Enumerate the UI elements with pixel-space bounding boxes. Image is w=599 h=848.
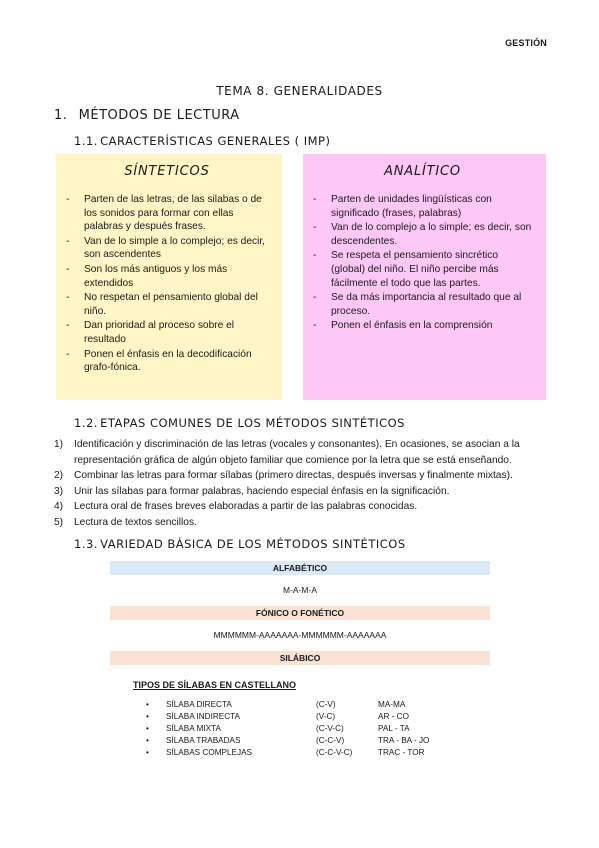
- section-1-2-heading: [74, 416, 405, 430]
- alfabetico-example: M-A-M-A: [283, 585, 317, 595]
- list-item: 1) Identificación y discriminación de las letras (vocales y consonantes). En ocasiones, se asocian a la representación gráfica de algún objeto familiar que comience por la letra que se está enseñando.: [54, 439, 520, 466]
- analitico-title: ANALÍTICO: [384, 164, 461, 179]
- silaba-pattern: (C-C-V-C): [316, 748, 353, 757]
- analitico-list: [313, 193, 532, 333]
- section-1-1-title: CARACTERÍSTICAS GENERALES ( IMP): [100, 134, 331, 148]
- section-1-3-number: 1.3.: [74, 537, 98, 551]
- silaba-name: SÍLABA INDIRECTA: [166, 712, 241, 721]
- list-item: - Se respeta el pensamiento sincrético (global) del niño. El niño percibe más fácilmente el todo que las partes.: [313, 250, 499, 289]
- list-item: - Ponen el énfasis en la comprensión: [313, 320, 493, 332]
- list-item: 5) Lectura de textos sencillos.: [54, 516, 197, 528]
- silaba-name: SÍLABA MIXTA: [166, 724, 221, 733]
- silaba-name: SÍLABA TRABADAS: [166, 736, 241, 745]
- fonico-bar: FÓNICO O FONÉTICO: [110, 606, 490, 620]
- bullet: •: [146, 700, 149, 709]
- list-item: - Van de lo simple a lo complejo; es decir, son ascendentes: [66, 235, 266, 261]
- list-item: 4) Lectura oral de frases breves elaboradas a partir de las palabras conocidas.: [54, 501, 418, 512]
- section-1-3-heading: [74, 537, 406, 551]
- list-item: - Dan prioridad al proceso sobre el resultado: [66, 320, 235, 345]
- list-item: - Parten de las letras, de las silabas o de los sonidos para formar con ellas palabras y después frases.: [66, 194, 262, 233]
- silaba-example: AR - CO: [378, 712, 409, 721]
- alfabetico-bar: ALFABÉTICO: [110, 561, 490, 575]
- bullet: •: [146, 736, 149, 745]
- section-1-1-heading: [74, 134, 330, 148]
- header-tag: GESTIÓN: [505, 38, 547, 48]
- silaba-pattern: (V-C): [316, 712, 336, 721]
- silaba-example: MA-MA: [378, 700, 406, 709]
- sinteticos-box: [56, 154, 282, 400]
- list-item: 3) Unir las sílabas para formar palabras, haciendo especial énfasis en la significación.: [54, 485, 450, 497]
- section-1-2-title: ETAPAS COMUNES DE LOS MÉTODOS SINTÉTICOS: [100, 416, 405, 430]
- silaba-example: PAL - TA: [378, 724, 410, 733]
- list-item: - Son los más antiguos y los más extendidos: [66, 263, 228, 289]
- tipos-silabas-title: TIPOS DE SÍLABAS EN CASTELLANO: [133, 680, 297, 690]
- fonico-example: MMMMMM-AAAAAAA-MMMMMM-AAAAAAA: [213, 630, 387, 640]
- section-1-1-number: 1.1.: [74, 134, 98, 148]
- list-item: 2) Combinar las letras para formar sílabas (primero directas, después inversas y finalmente mixtas).: [54, 470, 513, 481]
- list-item: - Van de lo complejo a lo simple; es decir, son descendentes.: [313, 222, 532, 247]
- tema-title: TEMA 8. GENERALIDADES: [216, 84, 383, 98]
- silaba-example: TRAC - TOR: [378, 748, 425, 757]
- list-item: - Ponen el énfasis en la decodificación grafo-fónica.: [66, 348, 252, 374]
- list-item: - Se da más importancia al resultado que al proceso.: [313, 292, 522, 317]
- analitico-box: [303, 154, 546, 400]
- etapas-list: [54, 437, 550, 530]
- section-1-3-title: VARIEDAD BÁSICA DE LOS MÉTODOS SINTÉTICOS: [100, 537, 406, 551]
- sinteticos-title: SÍNTETICOS: [124, 164, 210, 179]
- silaba-pattern: (C-V): [316, 700, 336, 709]
- section-1-number: 1.: [54, 108, 68, 123]
- sinteticos-list: [66, 193, 268, 375]
- bullet: •: [146, 712, 149, 721]
- bullet: •: [146, 748, 149, 757]
- list-item: - No respetan el pensamiento global del niño.: [66, 292, 258, 317]
- silaba-example: TRA - BA - JO: [378, 736, 430, 745]
- silaba-pattern: (C-C-V): [316, 736, 345, 745]
- silaba-name: SÍLABA DIRECTA: [166, 700, 232, 709]
- section-1-2-number: 1.2.: [74, 416, 98, 430]
- section-1-title: MÉTODOS DE LECTURA: [78, 108, 240, 123]
- bullet: •: [146, 724, 149, 733]
- silaba-pattern: (C-V-C): [316, 724, 344, 733]
- section-1-heading: [54, 108, 240, 123]
- silaba-name: SÍLABAS COMPLEJAS: [166, 748, 253, 757]
- list-item: - Parten de unidades lingüísticas con significado (frases, palabras): [313, 194, 492, 219]
- silabico-bar: SILÁBICO: [110, 651, 490, 665]
